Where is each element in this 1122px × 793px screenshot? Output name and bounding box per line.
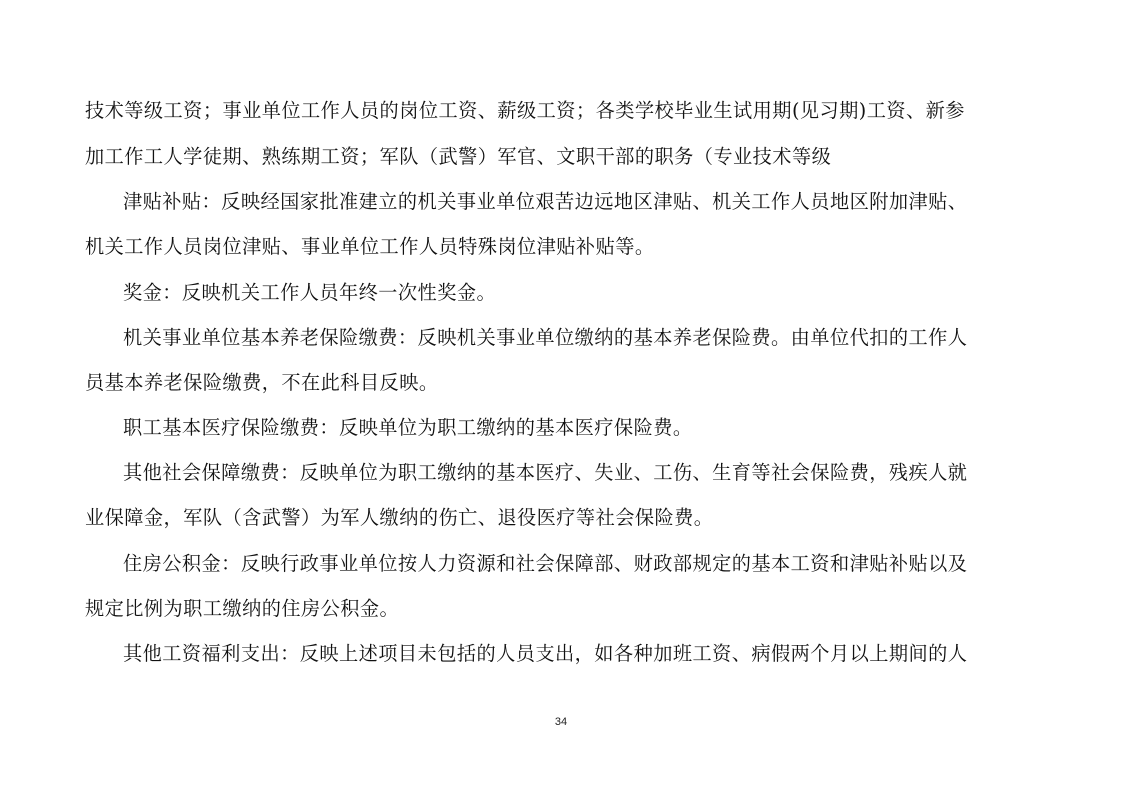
page-number: 34 [554, 716, 568, 728]
paragraph-start: 其他工资福利支出：反映上述项目未包括的人员支出，如各种加班工资、病假两个月以上期间的人 [123, 642, 968, 665]
paragraph-start: 机关事业单位基本养老保险缴费：反映机关事业单位缴纳的基本养老保险费。由单位代扣的工作人 [123, 326, 968, 349]
text-line: 加工作工人学徒期、熟练期工资；军队（武警）军官、文职干部的职务（专业技术等级 [85, 145, 832, 168]
paragraph-start: 奖金：反映机关工作人员年终一次性奖金。 [123, 281, 497, 304]
paragraph-start: 其他社会保障缴费：反映单位为职工缴纳的基本医疗、失业、工伤、生育等社会保险费，残疾人就 [123, 461, 968, 484]
text-line: 业保障金，军队（含武警）为军人缴纳的伤亡、退役医疗等社会保险费。 [85, 506, 714, 529]
paragraph-start: 住房公积金：反映行政事业单位按人力资源和社会保障部、财政部规定的基本工资和津贴补贴以及 [123, 552, 968, 575]
text-line: 技术等级工资；事业单位工作人员的岗位工资、薪级工资；各类学校毕业生试用期(见习期)工资、新参 [85, 99, 965, 122]
text-line: 机关工作人员岗位津贴、事业单位工作人员特殊岗位津贴补贴等。 [85, 235, 655, 258]
text-line: 规定比例为职工缴纳的住房公积金。 [85, 597, 400, 620]
paragraph-start: 津贴补贴：反映经国家批准建立的机关事业单位艰苦边远地区津贴、机关工作人员地区附加津贴、 [123, 190, 968, 213]
paragraph-start: 职工基本医疗保险缴费：反映单位为职工缴纳的基本医疗保险费。 [123, 416, 693, 439]
text-line: 员基本养老保险缴费，不在此科目反映。 [85, 371, 439, 394]
